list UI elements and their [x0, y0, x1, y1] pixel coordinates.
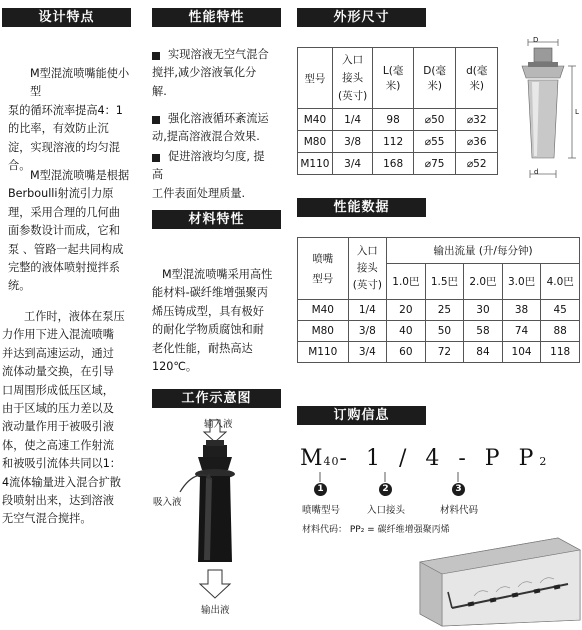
- performance-line: 高: [152, 168, 164, 182]
- dim-cell: ⌀52: [456, 153, 498, 175]
- design-p2-line: Berboulli射流引力原: [8, 187, 114, 201]
- dim-cell: ⌀75: [413, 153, 456, 175]
- table-row: [298, 342, 580, 363]
- dim-header-cell: 型号: [298, 48, 333, 109]
- suction-liquid-label: 吸入液: [153, 497, 182, 508]
- design-p3-line: 4流体输量进入混合扩散: [2, 475, 121, 489]
- dim-header-cell: D(毫 米): [413, 48, 456, 109]
- dimensions-table: [297, 47, 498, 175]
- schematic-header: 工作示意图: [152, 389, 281, 408]
- dim-cell: 1/4: [332, 109, 372, 131]
- design-p2-line: 完整的液体喷射搅拌系: [8, 261, 120, 275]
- perf-cell: M80: [298, 321, 349, 342]
- order-number-badge-3: 3: [452, 483, 465, 496]
- order-connector-lines: [300, 472, 480, 484]
- order-number-badge-2: 2: [379, 483, 392, 496]
- dim-header-cell: d(毫 米): [456, 48, 498, 109]
- material-line: M型混流喷嘴采用高性: [162, 268, 273, 281]
- material-line: 120℃。: [152, 360, 198, 374]
- perf-cell: 20: [387, 300, 426, 321]
- nozzle-dimension-drawing: [506, 38, 582, 184]
- material-code-note: 材料代码： PP₂ = 碳纤维增强聚丙烯: [302, 525, 450, 535]
- design-paragraph-2: [8, 167, 136, 296]
- performance-line: 搅拌,减少溶液氧化分: [152, 66, 257, 80]
- perf-cell: 3/8: [348, 321, 387, 342]
- dim-cell: ⌀32: [456, 109, 498, 131]
- design-p2-line: 统。: [8, 279, 31, 293]
- order-label-material: 材料代码: [440, 505, 479, 516]
- performance-item-3: [152, 148, 286, 203]
- design-p3-line: 工作时，液体在泵压: [24, 310, 125, 323]
- perf-pressure-cell: 2.0巴: [464, 264, 503, 300]
- performance-data-table: [297, 237, 580, 363]
- design-p2-line: 面参数设计而成，它和: [8, 224, 120, 238]
- performance-item-2: [152, 110, 286, 147]
- performance-line: 解.: [152, 84, 167, 98]
- order-info-header: 订购信息: [297, 406, 426, 425]
- design-p3-line: 由于区域的压力差以及: [2, 402, 114, 416]
- performance-line: 实现溶液无空气混合: [168, 48, 269, 61]
- design-p1-line: M型混流喷嘴能使小型: [30, 67, 130, 99]
- design-p3-line: 口周围形成低压区域，: [2, 383, 114, 397]
- perf-pressure-cell: 1.5巴: [425, 264, 464, 300]
- dim-cell: 112: [373, 131, 414, 153]
- material-line: 的耐化学物质腐蚀和耐: [152, 323, 264, 337]
- design-paragraph-3: [2, 308, 136, 529]
- performance-data-header: 性能数据: [297, 198, 426, 217]
- performance-line: 强化溶液循环紊流运: [168, 112, 269, 125]
- material-paragraph: [152, 266, 286, 376]
- perf-cell: 50: [425, 321, 464, 342]
- tank-installation-illustration: [418, 534, 582, 630]
- perf-pressure-cell: 1.0巴: [387, 264, 426, 300]
- performance-line: 促进溶液均匀度, 提: [168, 150, 265, 163]
- design-p2-line: 理，采用合理的几何曲: [8, 205, 120, 219]
- performance-features-header: 性能特性: [152, 8, 281, 27]
- design-p1-line: 淀，实现溶液的均匀混: [8, 140, 120, 154]
- material-line: 烯压铸成型，具有极好: [152, 304, 264, 318]
- dim-cell: 3/4: [332, 153, 372, 175]
- design-p3-line: 体，使之高速工作射流: [2, 438, 114, 452]
- order-label-inlet: 入口接头: [367, 505, 406, 516]
- performance-line: 工件表面处理质量.: [152, 186, 246, 200]
- design-p1-line: 泵的循环流率提高4：1: [8, 103, 123, 117]
- table-row: [298, 131, 498, 153]
- output-liquid-label: 输出液: [201, 605, 230, 616]
- table-row: [298, 109, 498, 131]
- dim-cell: 168: [373, 153, 414, 175]
- material-line: 老化性能，耐热高达: [152, 341, 253, 355]
- design-p3-line: 无空气混合搅拌。: [2, 512, 92, 526]
- perf-cell: 3/4: [348, 342, 387, 363]
- dim-label-L: L: [575, 108, 579, 116]
- perf-cell: 74: [502, 321, 541, 342]
- design-p3-line: 流体动量交换，在引导: [2, 365, 114, 379]
- material-line: 能材料-碳纤维增强聚丙: [152, 286, 268, 300]
- table-row: [298, 300, 580, 321]
- dim-cell: 3/8: [332, 131, 372, 153]
- input-liquid-label: 输入液: [204, 419, 233, 430]
- order-code: [300, 446, 547, 471]
- perf-pressure-cell: 4.0巴: [541, 264, 580, 300]
- material-features-header: 材料特性: [152, 210, 281, 229]
- table-row: [298, 153, 498, 175]
- table-row: [298, 321, 580, 342]
- dim-header-cell: 入口 接头 (英寸): [332, 48, 372, 109]
- perf-flow-header: 输出流量 (升/每分钟): [387, 238, 580, 264]
- perf-header-cell: 喷嘴 型号: [298, 238, 349, 300]
- nozzle-schematic-drawing: [148, 412, 288, 622]
- dim-cell: 98: [373, 109, 414, 131]
- perf-cell: 88: [541, 321, 580, 342]
- design-p1-line: 合。: [8, 159, 31, 173]
- perf-cell: 30: [464, 300, 503, 321]
- dim-cell: M80: [298, 131, 333, 153]
- perf-cell: 38: [502, 300, 541, 321]
- design-paragraph-1: [8, 65, 136, 175]
- design-p3-line: 力作用下进入混流喷嘴: [2, 328, 114, 342]
- perf-cell: 72: [425, 342, 464, 363]
- order-code-part: M: [300, 446, 324, 471]
- perf-cell: 45: [541, 300, 580, 321]
- design-features-header: 设计特点: [2, 8, 131, 27]
- design-p3-line: 和被吸引流体共同以1：: [2, 457, 121, 471]
- perf-cell: 104: [502, 342, 541, 363]
- order-number-badge-1: 1: [314, 483, 327, 496]
- performance-item-1: [152, 46, 286, 101]
- perf-cell: 1/4: [348, 300, 387, 321]
- dim-cell: ⌀36: [456, 131, 498, 153]
- dim-cell: M110: [298, 153, 333, 175]
- design-p3-line: 并达到高速运动，通过: [2, 346, 114, 360]
- perf-cell: 40: [387, 321, 426, 342]
- order-code-part: - 1 / 4 - P P: [339, 446, 540, 471]
- perf-cell: 118: [541, 342, 580, 363]
- perf-cell: 84: [464, 342, 503, 363]
- dim-cell: ⌀55: [413, 131, 456, 153]
- design-p1-line: 的比率，有效防止沉: [8, 122, 109, 136]
- perf-pressure-cell: 3.0巴: [502, 264, 541, 300]
- performance-line: 动,提高溶液混合效果.: [152, 130, 260, 144]
- order-code-sub: 40: [323, 455, 340, 468]
- dimensions-header: 外形尺寸: [297, 8, 426, 27]
- perf-cell: 60: [387, 342, 426, 363]
- design-p3-line: 段喷射出来，达到溶液: [2, 494, 114, 508]
- perf-cell: 25: [425, 300, 464, 321]
- design-p2-line: M型混流喷嘴是根据: [30, 169, 130, 182]
- perf-header-cell: 入口 接头 (英寸): [348, 238, 387, 300]
- design-p3-line: 液动量作用于被吸引液: [2, 420, 114, 434]
- perf-cell: M40: [298, 300, 349, 321]
- perf-cell: M110: [298, 342, 349, 363]
- design-p2-line: 泵 、管路一起共同构成: [8, 242, 124, 256]
- dim-cell: ⌀50: [413, 109, 456, 131]
- order-code-sub: 2: [539, 455, 548, 468]
- order-label-nozzle: 喷嘴型号: [302, 505, 341, 516]
- dim-label-d: d: [534, 168, 539, 176]
- perf-cell: 58: [464, 321, 503, 342]
- dim-label-D: D: [533, 36, 539, 44]
- dim-cell: M40: [298, 109, 333, 131]
- dim-header-cell: L(毫 米): [373, 48, 414, 109]
